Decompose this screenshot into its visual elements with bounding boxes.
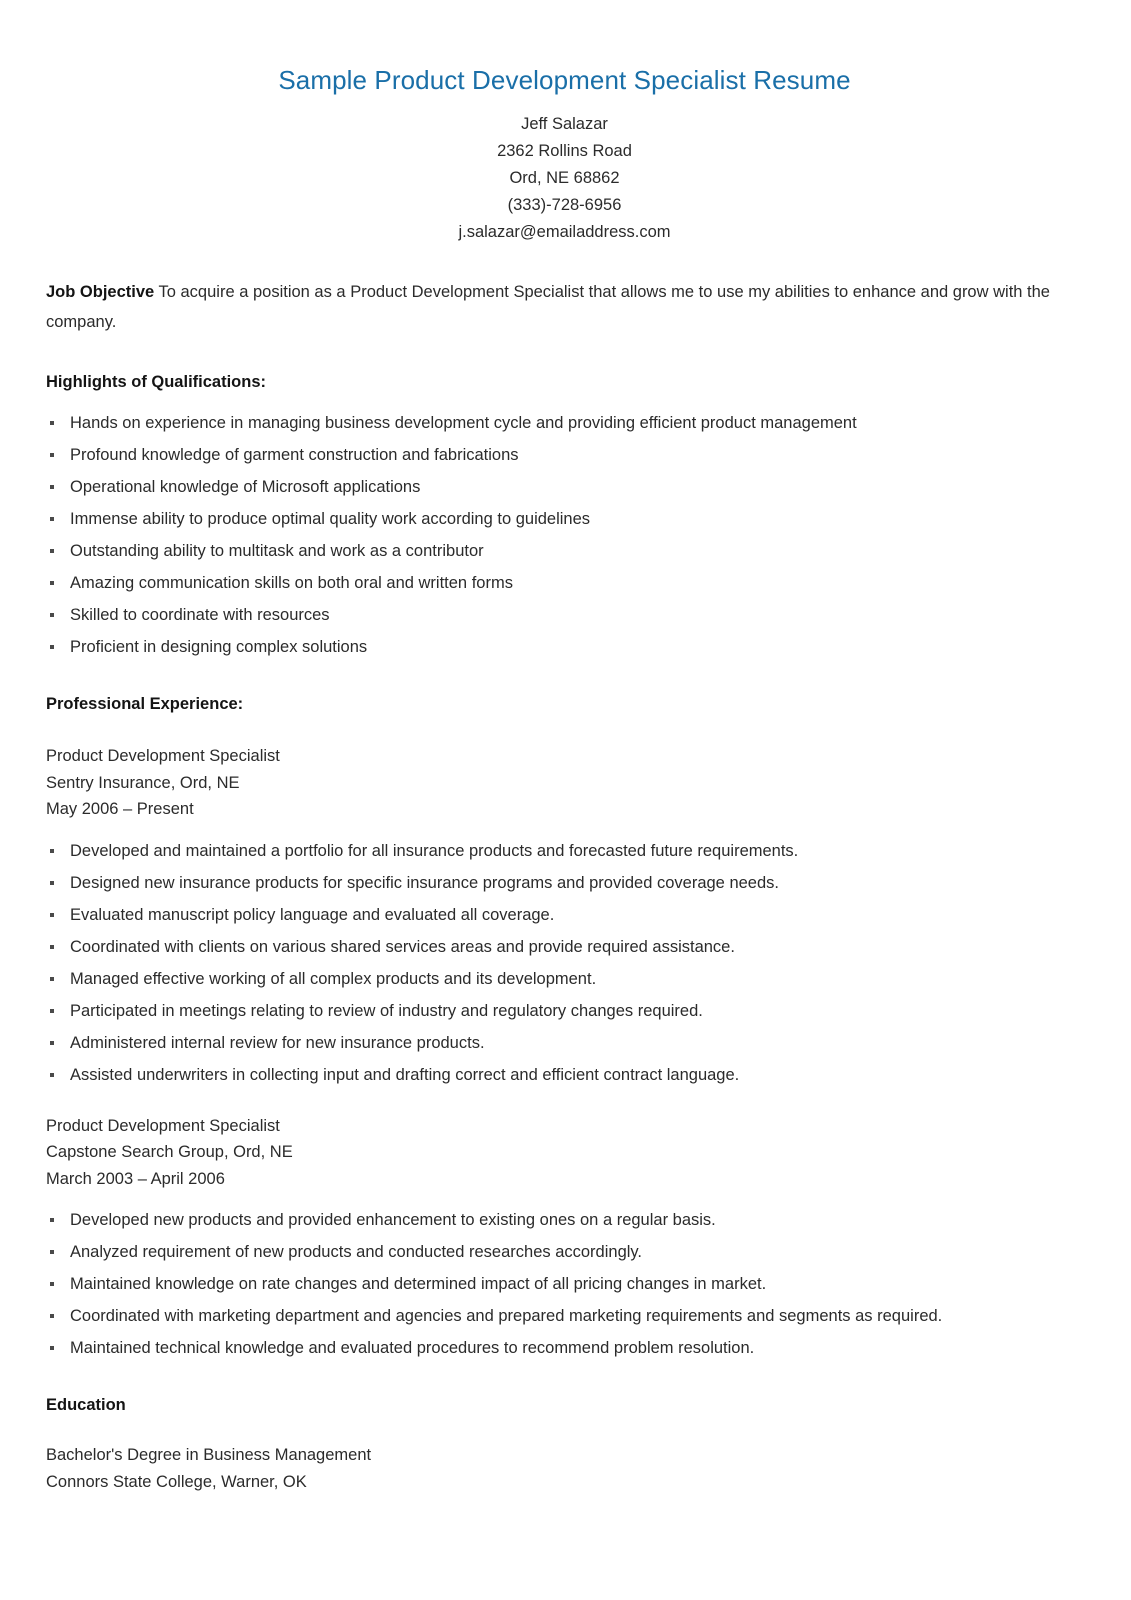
contact-email: j.salazar@emailaddress.com [458, 223, 671, 241]
list-item: Maintained technical knowledge and evaluated procedures to recommend problem resolution. [46, 1336, 1083, 1360]
list-item: Outstanding ability to multitask and work as a contributor [46, 539, 1083, 563]
job-dates: May 2006 – Present [46, 800, 194, 818]
contact-street: 2362 Rollins Road [497, 142, 632, 160]
list-item: Profound knowledge of garment construction and fabrications [46, 443, 1083, 467]
contact-name: Jeff Salazar [521, 115, 608, 133]
list-item: Maintained knowledge on rate changes and determined impact of all pricing changes in market. [46, 1272, 1083, 1296]
list-item: Designed new insurance products for specific insurance programs and provided coverage needs. [46, 871, 1083, 895]
list-item: Assisted underwriters in collecting input and drafting correct and efficient contract language. [46, 1063, 1083, 1087]
list-item: Participated in meetings relating to review of industry and regulatory changes required. [46, 999, 1083, 1023]
job-company: Capstone Search Group, Ord, NE [46, 1143, 293, 1161]
list-item: Hands on experience in managing business development cycle and providing efficient product management [46, 411, 1083, 435]
job-objective [46, 277, 1083, 337]
job-objective-text: To acquire a position as a Product Development Specialist that allows me to use my abilities to enhance and grow with the company. [46, 283, 1050, 331]
highlights-heading: Highlights of Qualifications: [46, 373, 266, 391]
experience-entry-2 [46, 1113, 1083, 1193]
list-item: Coordinated with clients on various shared services areas and provide required assistance. [46, 935, 1083, 959]
list-item: Administered internal review for new insurance products. [46, 1031, 1083, 1055]
job-title: Product Development Specialist [46, 747, 280, 765]
list-item: Operational knowledge of Microsoft applications [46, 475, 1083, 499]
experience-heading: Professional Experience: [46, 695, 244, 713]
highlights-list [46, 411, 1083, 659]
education-school: Connors State College, Warner, OK [46, 1473, 307, 1491]
list-item: Developed new products and provided enhancement to existing ones on a regular basis. [46, 1208, 1083, 1232]
contact-phone: (333)-728-6956 [507, 196, 622, 214]
job-title: Product Development Specialist [46, 1116, 280, 1135]
list-item: Amazing communication skills on both oral and written forms [46, 571, 1083, 595]
education-entry [46, 1442, 1083, 1496]
job-company: Sentry Insurance, Ord, NE [46, 773, 240, 792]
list-item: Skilled to coordinate with resources [46, 603, 1083, 627]
education-heading: Education [46, 1396, 126, 1414]
list-item: Developed and maintained a portfolio for all insurance products and forecasted future requirements. [46, 839, 1083, 863]
education-degree: Bachelor's Degree in Business Management [46, 1446, 372, 1464]
list-item: Managed effective working of all complex products and its development. [46, 967, 1083, 991]
experience-1-list [46, 839, 1083, 1087]
experience-entry-1 [46, 743, 1083, 823]
list-item: Proficient in designing complex solutions [46, 635, 1083, 659]
list-item: Analyzed requirement of new products and conducted researches accordingly. [46, 1240, 1083, 1264]
page-title: Sample Product Development Specialist Resume [278, 65, 851, 95]
contact-block [46, 111, 1083, 246]
job-dates: March 2003 – April 2006 [46, 1169, 225, 1188]
list-item: Immense ability to produce optimal quality work according to guidelines [46, 507, 1083, 531]
list-item: Coordinated with marketing department and agencies and prepared marketing requirements and segments as required. [46, 1304, 1083, 1328]
job-objective-label: Job Objective [46, 283, 155, 301]
contact-city-state-zip: Ord, NE 68862 [509, 169, 620, 187]
list-item: Evaluated manuscript policy language and evaluated all coverage. [46, 903, 1083, 927]
experience-2-list [46, 1208, 1083, 1360]
